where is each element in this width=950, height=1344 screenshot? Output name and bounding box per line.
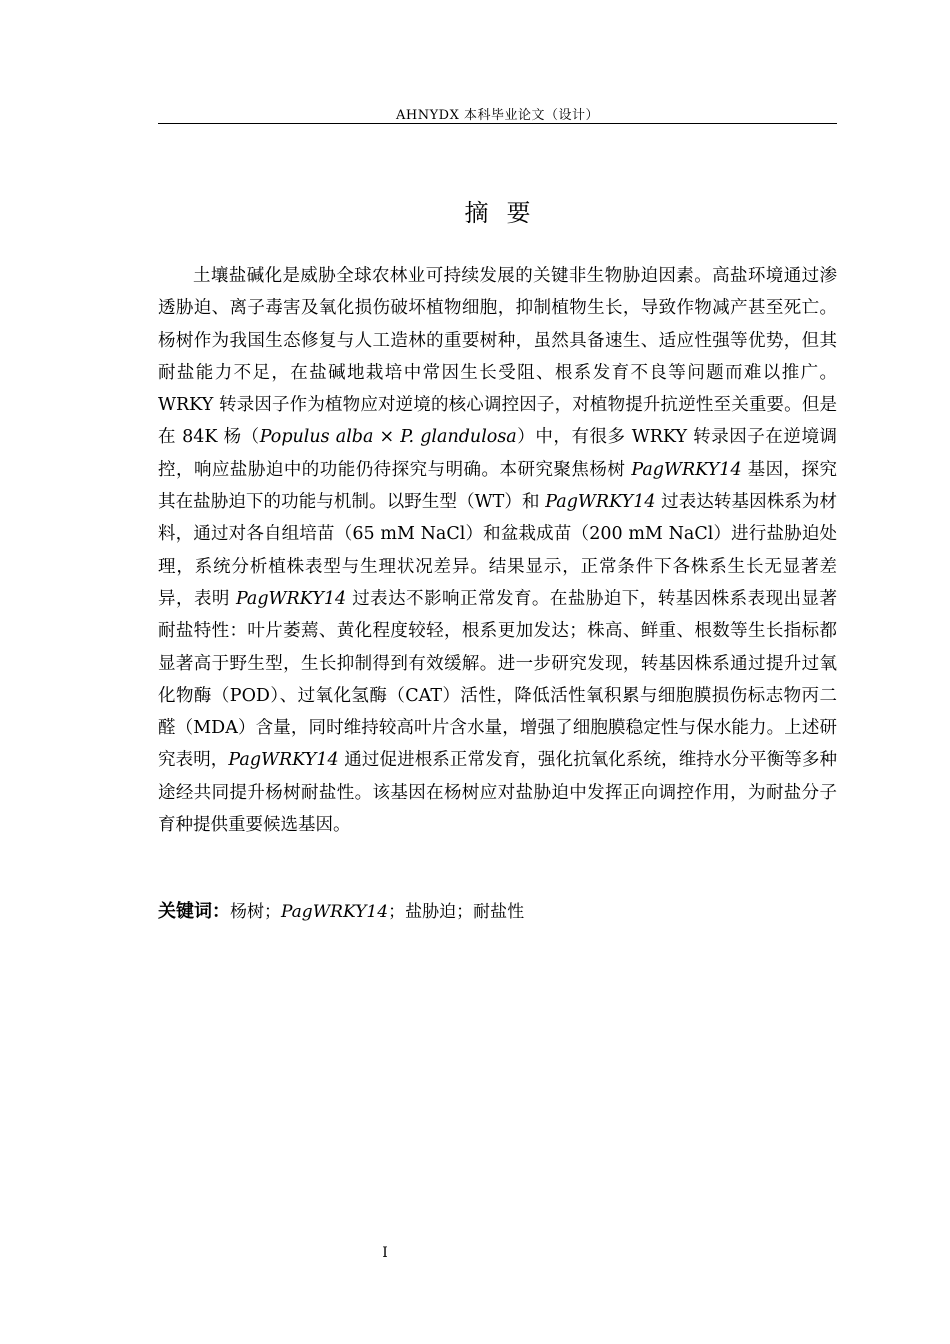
abstract-text: 过表达转基因株系为材料，通过对各自组培苗（65 mM NaCl）和盆栽成苗（200 mM NaCl）进行盐胁迫处理，系统分析植株表型与生理状况差异。结果显示，正常条件下各株系生长无显著差异，表明 [158, 492, 837, 609]
keyword: ；盐胁迫；耐盐性 [388, 902, 525, 922]
gene-name: PagWRKY14 [545, 492, 656, 513]
abstract-text: 基因，探究其在盐胁迫下的功能与机制。以野生型（WT）和 [158, 459, 838, 513]
keywords-label: 关键词： [158, 901, 230, 922]
abstract-text: 通过促进根系正常发育，强化抗氧化系统，维持水分平衡等多种途经共同提升杨树耐盐性。该基因在杨树应对盐胁迫中发挥正向调控作用，为耐盐分子育种提供重要候选基因。 [158, 750, 838, 836]
gene-name: PagWRKY14 [235, 588, 347, 609]
gene-name: PagWRKY14 [228, 750, 339, 771]
page-header: AHNYDX 本科毕业论文（设计） [396, 108, 599, 123]
keyword-gene: PagWRKY14 [281, 902, 389, 922]
abstract-text: 过表达不影响正常发育。在盐胁迫下，转基因株系表现出显著耐盐特性：叶片萎蔫、黄化程度较轻，根系更加发达；株高、鲜重、根数等生长指标都显著高于野生型，生长抑制得到有效缓解。进一步研究发现，转基因株系通过提升过氧化物酶（POD）、过氧化氢酶（CAT）活性，降低活性氧积累与细胞膜损伤标志物丙二醛（MDA）含量，同时维持较高叶片含水量，增强了细胞膜稳定性与保水能力。上述研究表明， [158, 588, 838, 771]
abstract-text: 土壤盐碱化是威胁全球农林业可持续发展的关键非生物胁迫因素。高盐环境通过渗透胁迫、离子毒害及氧化损伤破坏植物细胞，抑制植物生长，导致作物减产甚至死亡。杨树作为我国生态修复与人工造林的重要树种，虽然具备速生、适应性强等优势，但其耐盐能力不足，在盐碱地栽培中常因生长受阻、根系发育不良等问题而难以推广。WRKY 转录因子作为植物应对逆境的核心调控因子，对植物提升抗逆性至关重要。但是在 84K 杨（ [158, 266, 837, 448]
abstract-title: 摘要 [464, 199, 549, 227]
keyword: 杨树； [230, 902, 281, 922]
page-number: I [382, 1245, 388, 1261]
species-name: Populus alba × P. glandulosa [259, 427, 517, 448]
abstract-body [158, 260, 837, 841]
gene-name: PagWRKY14 [631, 459, 742, 480]
keywords [158, 898, 837, 926]
header-rule [158, 123, 837, 124]
abstract-text: ）中，有很多 WRKY 转录因子在逆境调控，响应盐胁迫中的功能仍待探究与明确。本研究聚焦杨树 [158, 427, 837, 480]
